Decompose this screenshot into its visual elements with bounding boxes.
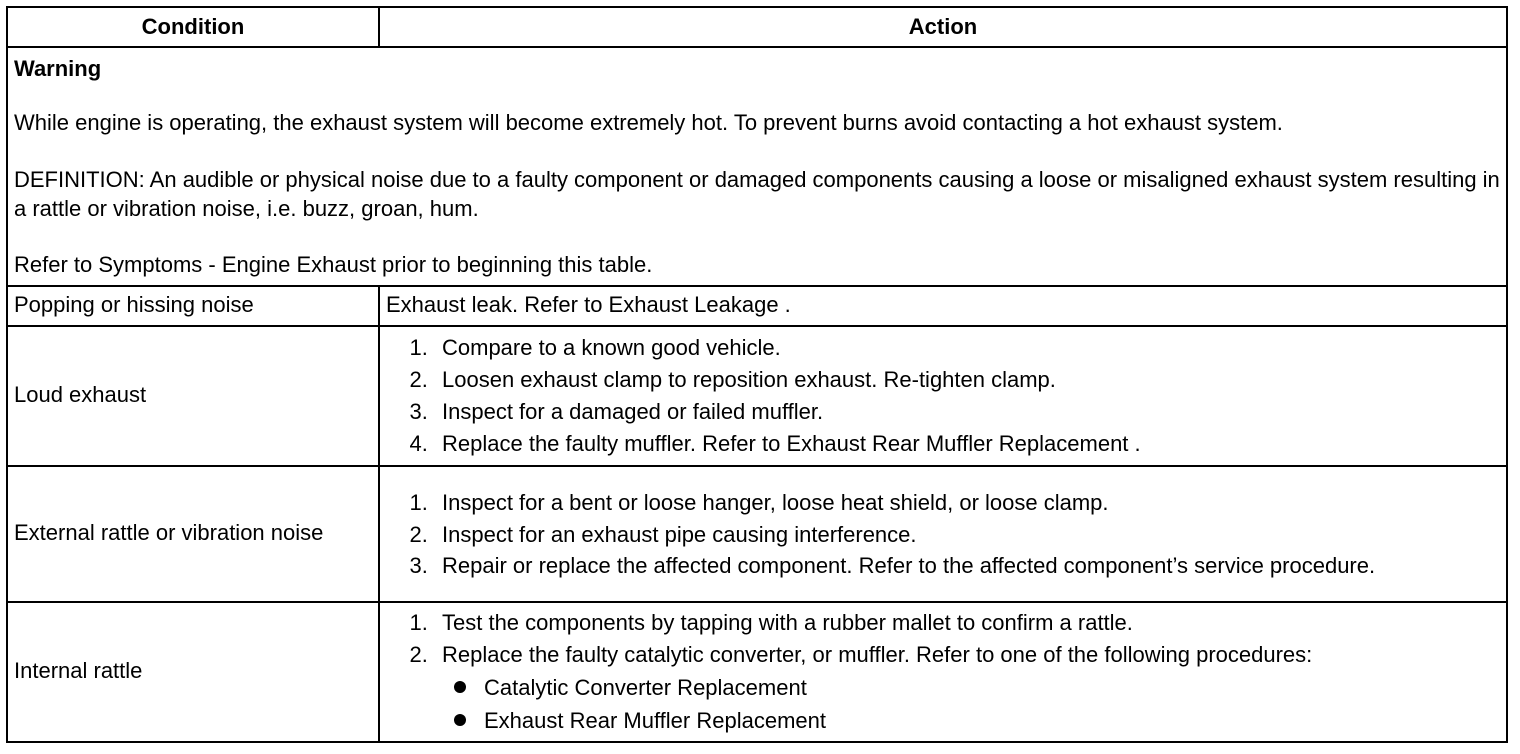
diagnostic-table [6,6,1508,743]
table-row [7,286,1507,326]
warning-title: Warning [14,56,102,81]
action-cell [379,466,1507,602]
table-row [7,602,1507,742]
procedure-item [484,704,1506,737]
step-item [434,639,1506,737]
procedure-list [442,671,1506,737]
step-item: 2. Inspect for an exhaust pipe causing interference. [434,519,1506,551]
definition-text: DEFINITION: An audible or physical noise due to a faulty component or damaged components causing a loose or misaligned exhaust system resulting in a rattle or vibration noise, i.e. buzz, groan, hum. [14,166,1500,222]
condition-cell: Loud exhaust [7,326,379,466]
warning-text: While engine is operating, the exhaust system will become extremely hot. To prevent burns avoid contacting a hot exhaust system. [14,110,1283,136]
intro-row [7,47,1507,286]
step-item: 4. Replace the faulty muffler. Refer to Exhaust Rear Muffler Replacement . [434,428,1506,460]
procedure-label: Catalytic Converter Replacement [484,674,807,700]
action-header: Action [379,7,1507,47]
procedure-label: Exhaust Rear Muffler Replacement [484,707,826,733]
step-item: 2. Loosen exhaust clamp to reposition exhaust. Re-tighten clamp. [434,364,1506,396]
step-list [386,332,1506,460]
refer-text: Refer to Symptoms - Engine Exhaust prior to beginning this table. [14,252,653,278]
action-cell [379,326,1507,466]
condition-cell: Popping or hissing noise [7,286,379,326]
step-item: 1. Test the components by tapping with a rubber mallet to confirm a rattle. [434,607,1506,639]
header-row [7,7,1507,47]
condition-cell: External rattle or vibration noise [7,466,379,602]
action-cell: Exhaust leak. Refer to Exhaust Leakage . [379,286,1507,326]
action-cell [379,602,1507,742]
step-item: 1. Inspect for a bent or loose hanger, loose heat shield, or loose clamp. [434,487,1506,519]
step-item: 3. Repair or replace the affected component. Refer to the affected component’s service procedure. [434,551,1506,581]
bullet-icon [454,681,466,693]
step-text: Replace the faulty catalytic converter, or muffler. Refer to one of the following procedures: [442,641,1313,667]
step-list [386,607,1506,737]
condition-cell: Internal rattle [7,602,379,742]
step-item: 1. Compare to a known good vehicle. [434,332,1506,364]
table-row [7,466,1507,602]
document [6,6,1506,743]
table-row [7,326,1507,466]
procedure-item [484,671,1506,704]
condition-header: Condition [7,7,379,47]
step-item: 3. Inspect for a damaged or failed muffler. [434,396,1506,428]
intro-cell [7,47,1507,286]
bullet-icon [454,714,466,726]
step-list [386,487,1506,581]
